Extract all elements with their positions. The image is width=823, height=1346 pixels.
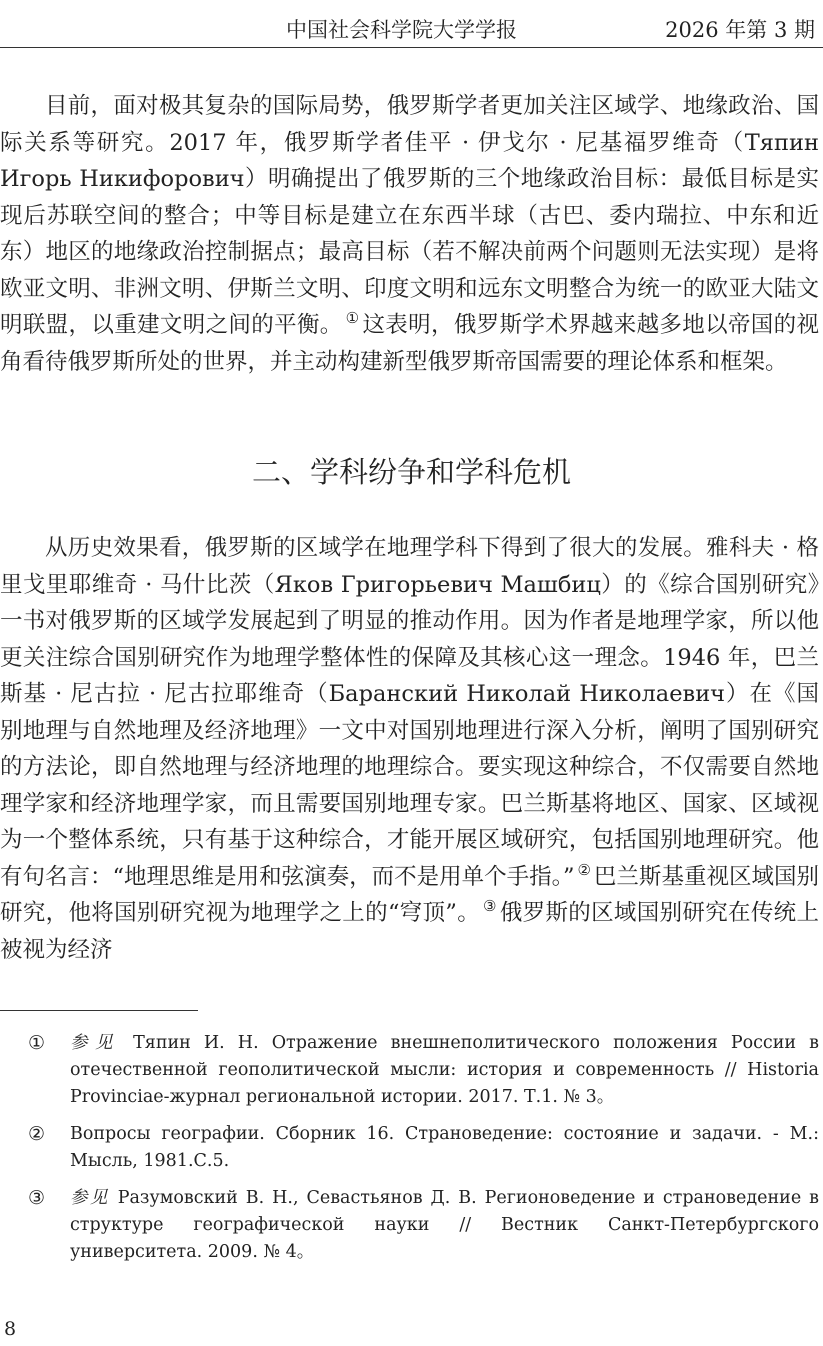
footnote-ref-2[interactable]: ② <box>577 860 591 879</box>
footnote-ref-1[interactable]: ① <box>345 309 360 327</box>
footnote-1 <box>0 1030 819 1111</box>
footnote-mark: ② <box>28 1123 46 1145</box>
footnote-rule <box>0 1010 198 1011</box>
journal-title: 中国社会科学院大学学报 <box>286 18 517 42</box>
running-header <box>0 12 823 46</box>
footnote-mark: ① <box>28 1032 46 1054</box>
footnote-3 <box>0 1185 819 1266</box>
paragraph-text: 巴兰斯基重视区域国别研究，他将国别研究视为地理学之上的“穹顶”。 <box>0 863 819 926</box>
paragraph-1 <box>0 88 819 380</box>
paragraph-text: 从历史效果看，俄罗斯的区域学在地理学科下得到了很大的发展。雅科夫 · 格里戈里耶维奇 · 马什比茨（Яков Григорьевич Машбиц）的《综合国别研究》一书对俄罗斯的区域学发展起到了明显的推动作用。因为作者是地理学家，所以他更关注综合国别研究作为地理学整体性的保障及其核心这一理念。1946 年，巴兰斯基 · 尼古拉 · 尼古拉耶维奇（Баранский Николай Николаевич）在《国别地理与自然地理及经济地理》一文中对国别地理进行深入分析，阐明了国别研究的方法论，即自然地理与经济地理的地理综合。要实现这种综合，不仅需要自然地理学家和经济地理学家，而且需要国别地理专家。巴兰斯基将地区、国家、区域视为一个整体系统，只有基于这种综合，才能开展区域研究，包括国别地理研究。他有句名言：“地理思维是用和弦演奏，而不是用单个手指。” <box>0 535 819 890</box>
paragraph-text: 俄罗斯的区域国别研究在传统上被视为经济 <box>0 900 819 963</box>
footnotes <box>0 1030 819 1276</box>
footnote-text: Вопросы географии. Сборник 16. Страноведение: состояние и задачи. - М.: Мысль, 1981.С.5. <box>70 1124 819 1171</box>
footnote-2 <box>0 1121 819 1175</box>
paragraph-2 <box>0 530 819 968</box>
paragraph-text: 目前，面对极其复杂的国际局势，俄罗斯学者更加关注区域学、地缘政治、国际关系等研究。2017 年，俄罗斯学者佳平 · 伊戈尔 · 尼基福罗维奇（Тяпин Игорь Никифорович）明确提出了俄罗斯的三个地缘政治目标：最低目标是实现后苏联空间的整合；中等目标是建立在东西半球（古巴、委内瑞拉、中东和近东）地区的地缘政治控制据点；最高目标（若不解决前两个问题则无法实现）是将欧亚文明、非洲文明、伊斯兰文明、印度文明和远东文明整合为统一的欧亚大陆文明联盟，以重建文明之间的平衡。 <box>0 93 819 338</box>
header-rule <box>0 47 823 48</box>
footnote-ref-3[interactable]: ③ <box>483 897 497 915</box>
issue-label: 2026 年第 3 期 <box>665 18 815 42</box>
page-number: 8 <box>4 1318 17 1340</box>
footnote-prefix: 参见 <box>70 1188 110 1208</box>
paragraph-text: 这表明，俄罗斯学术界越来越多地以帝国的视角看待俄罗斯所处的世界，并主动构建新型俄罗斯帝国需要的理论体系和框架。 <box>0 312 819 375</box>
footnote-prefix: 参见 <box>70 1033 121 1053</box>
footnote-mark: ③ <box>28 1187 46 1209</box>
footnote-text: Разумовский В. Н., Севастьянов Д. В. Регионоведение и страноведение в структуре географической науки // Вестник Санкт-Петербургского университета. 2009. № 4。 <box>70 1188 819 1262</box>
footnote-text: Тяпин И. Н. Отражение внешнеполитического положения России в отечественной геополитической мысли: история и современность // Historia Provinciae-журнал региональной истории. 2017. Т.1. № 3。 <box>70 1033 819 1107</box>
section-title: 二、学科纷争和学科危机 <box>251 455 571 489</box>
